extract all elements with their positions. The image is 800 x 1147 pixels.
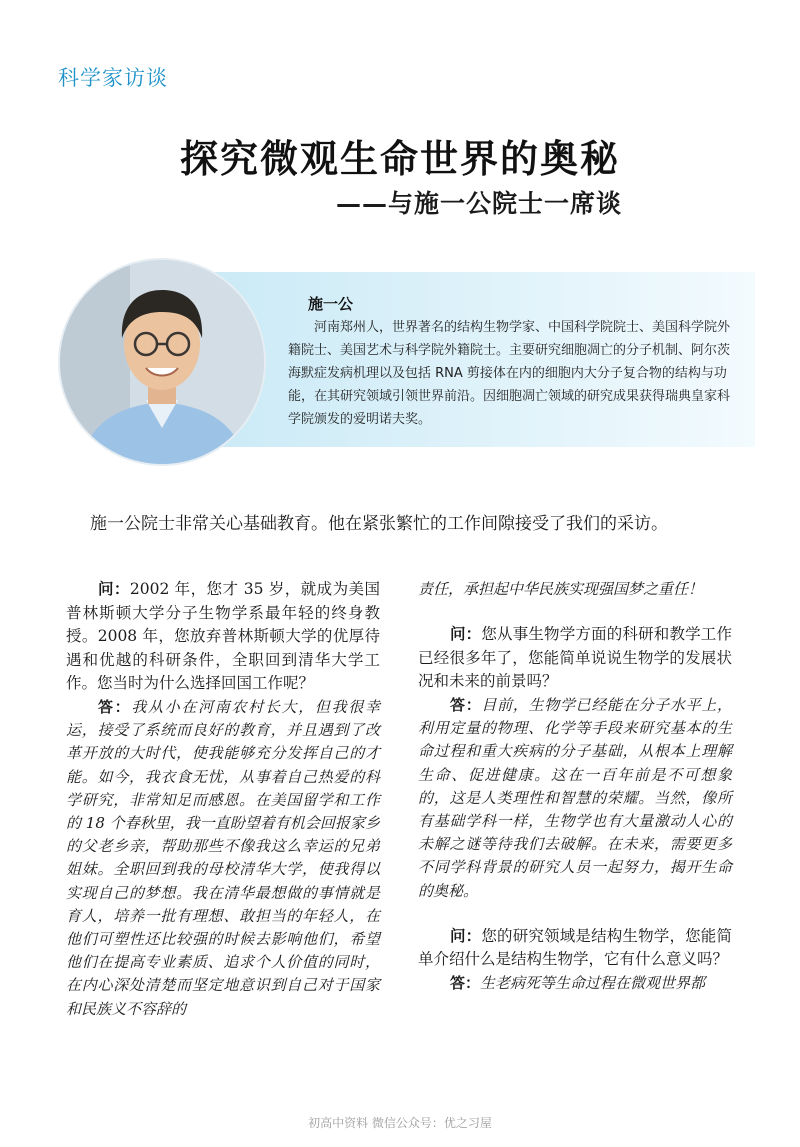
page-subtitle: ——与施一公院士一席谈 (336, 189, 623, 218)
answer-1 (66, 696, 380, 1021)
answer-label: 答： (98, 697, 132, 716)
question-label: 问： (450, 926, 482, 945)
portrait-photo (60, 260, 264, 464)
answer-1-text: 我从小在河南农村长大，但我很幸运，接受了系统而良好的教育，并且遇到了改革开放的大时代，使我能够充分发挥自己的才能。如今，我衣食无忧，从事着自己热爱的科学研究，非常知足而感恩。在美国留学和工作的 18 个春秋里，我一直盼望着有机会回报家乡的父老乡亲，帮助那些不像我这么幸运的兄弟姐妹。全职回到我的母校清华大学，使我得以实现自己的梦想。我在清华最想做的事情就是育人，培养一批有理想、敢担当的年轻人，在他们可塑性还比较强的时候去影响他们，希望他们在提高专业素质、追求个人价值的同时，在内心深处清楚而坚定地意识到自己对于国家和民族义不容辞的 (66, 697, 380, 1018)
page-title: 探究微观生命世界的奥秘 (179, 136, 620, 181)
question-label: 问： (98, 580, 130, 598)
profile-name: 施一公 (308, 295, 354, 313)
answer-2 (418, 694, 732, 903)
question-2 (418, 623, 732, 694)
question-1-text: 2002 年，您才 35 岁，就成为美国普林斯顿大学分子生物学系最年轻的终身教授。2008 年，您放弃普林斯顿大学的优厚待遇和优越的科研条件，全职回到清华大学工作。您当时为什么选择回国工作呢？ (66, 580, 380, 693)
right-column (418, 578, 732, 995)
footer-watermark: 初高中资料 微信公众号：优之习屋 (308, 1116, 492, 1130)
section-label: 科学家访谈 (58, 66, 168, 90)
answer-label: 答： (450, 974, 481, 992)
question-3 (418, 925, 732, 972)
question-1 (66, 578, 380, 696)
left-column (66, 578, 380, 1021)
question-3-text: 您的研究领域是结构生物学，您能简单介绍什么是结构生物学，它有什么意义吗？ (418, 926, 732, 969)
answer-3 (418, 972, 732, 995)
question-label: 问： (450, 625, 482, 644)
answer-2-text: 目前，生物学已经能在分子水平上，利用定量的物理、化学等手段来研究基本的生命过程和重大疾病的分子基础，从根本上理解生命、促进健康。这在一百年前是不可想象的，这是人类理性和智慧的荣耀。当然，像所有基础学科一样，生物学也有大量激动人心的未解之谜等待我们去破解。在未来，需要更多不同学科背景的研究人员一起努力，揭开生命的奥秘。 (418, 695, 732, 900)
profile-bio: 河南郑州人，世界著名的结构生物学家、中国科学院院士、美国科学院外籍院士、美国艺术与科学院外籍院士。主要研究细胞凋亡的分子机制、阿尔茨海默症发病机理以及包括 RNA 剪接体在内的细胞内大分子复合物的结构与功能，在其研究领域引领世界前沿。因细胞凋亡领域的研究成果获得瑞典皇家科学院颁发的爱明诺夫奖。 (288, 320, 731, 427)
intro-paragraph: 施一公院士非常关心基础教育。他在紧张繁忙的工作间隙接受了我们的采访。 (90, 514, 668, 534)
answer-label: 答： (450, 695, 482, 714)
question-2-text: 您从事生物学方面的科研和教学工作已经很多年了，您能简单说说生物学的发展状况和未来的前景吗？ (418, 625, 732, 691)
answer-1-continued: 责任，承担起中华民族实现强国梦之重任！ (418, 580, 704, 598)
answer-3-text: 生老病死等生命过程在微观世界都 (480, 974, 706, 992)
